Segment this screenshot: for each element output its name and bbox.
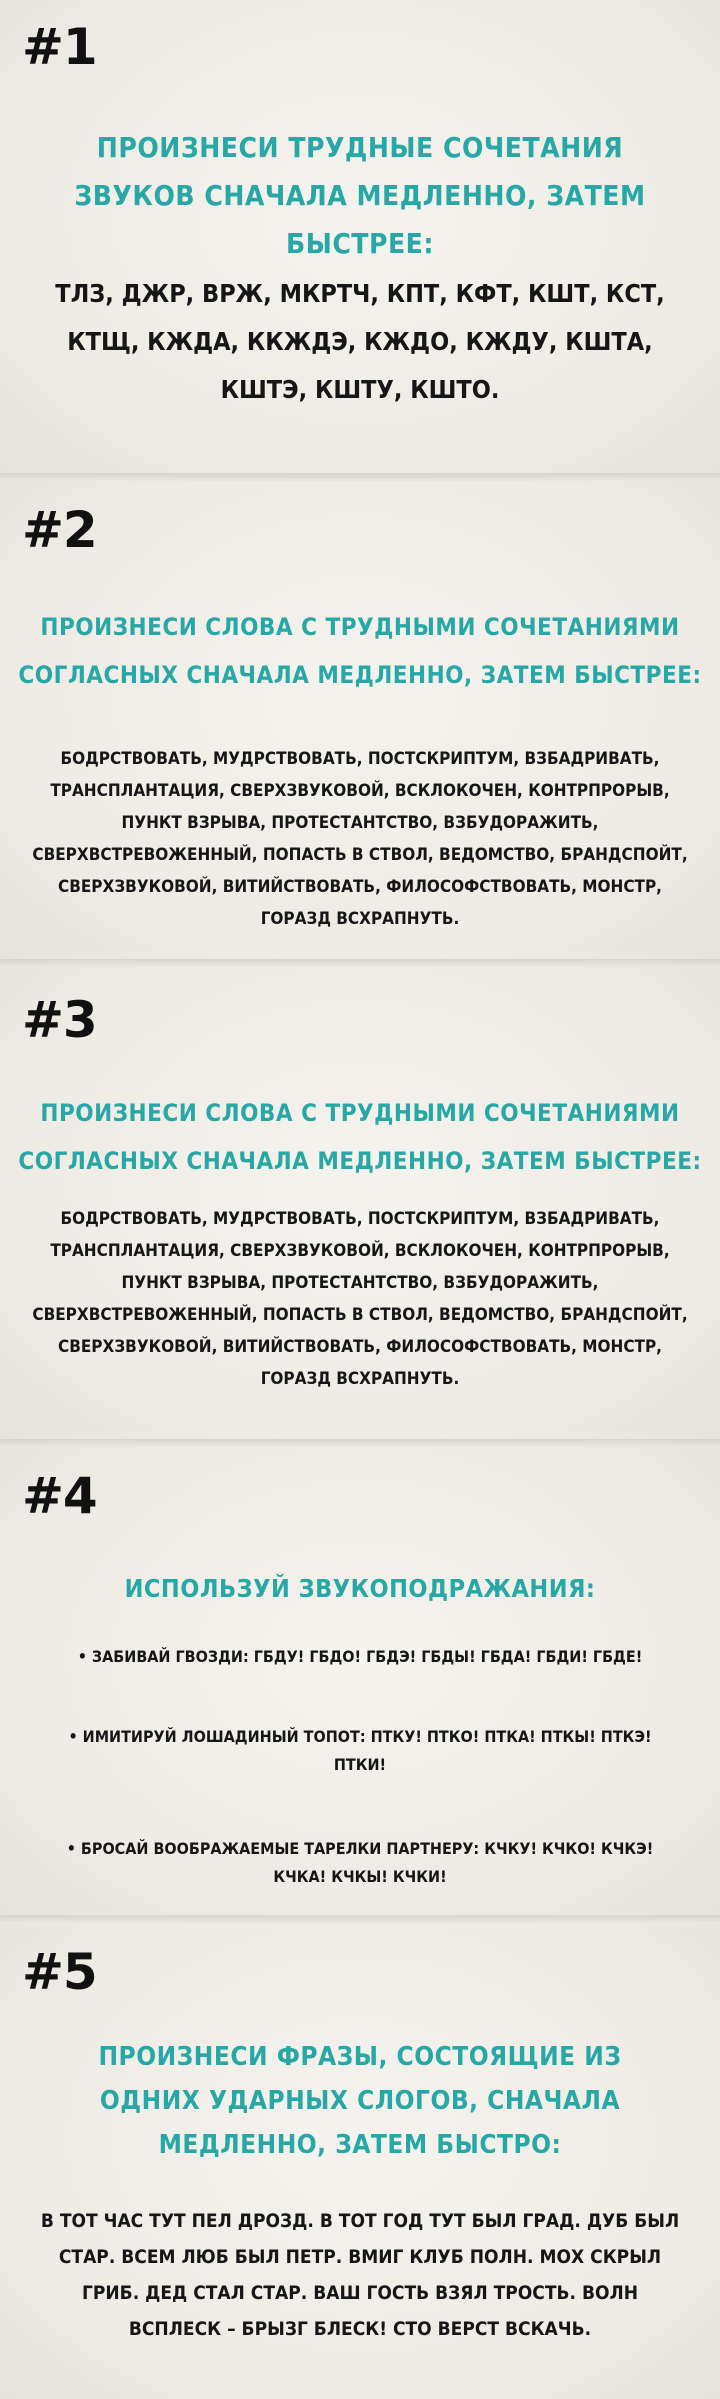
- section-1: [0, 0, 720, 473]
- section-body: БОДРСТВОВАТЬ, МУДРСТВОВАТЬ, ПОСТСКРИПТУМ, ВЗБАДРИВАТЬ, ТРАНСПЛАНТАЦИЯ, СВЕРХЗВУКОВОЙ, ВСКЛОКОЧЕН, КОНТРПРОРЫВ, ПУНКТ ВЗРЫВА, ПРОТЕСТАНТСТВО, ВЗБУДОРАЖИТЬ, СВЕРХВСТРЕВОЖЕННЫЙ, ПОПАСТЬ В СТВОЛ, ВЕДОМСТВО, БРАНДСПОЙТ, СВЕРХЗВУКОВОЙ, ВИТИЙСТВОВАТЬ, ФИЛОСОФСТВОВАТЬ, МОНСТР, ГОРАЗД ВСХРАПНУТЬ.: [32, 749, 688, 929]
- section-number: #2: [22, 501, 97, 559]
- section-divider: [0, 1915, 720, 1923]
- section-heading: ИСПОЛЬЗУЙ ЗВУКОПОДРАЖАНИЯ:: [124, 1574, 596, 1603]
- section-number: #4: [22, 1467, 97, 1525]
- section-2: [0, 481, 720, 959]
- section-divider: [0, 959, 720, 967]
- section-body: В ТОТ ЧАС ТУТ ПЕЛ ДРОЗД. В ТОТ ГОД ТУТ БЫЛ ГРАД. ДУБ БЫЛ СТАР. ВСЕМ ЛЮБ БЫЛ ПЕТР. ВМИГ КЛУБ ПОЛН. МОХ СКРЫЛ ГРИБ. ДЕД СТАЛ СТАР. ВАШ ГОСТЬ ВЗЯЛ ТРОСТЬ. ВОЛН ВСПЛЕСК – БРЫЗГ БЛЕСК! СТО ВЕРСТ ВСКАЧЬ.: [40, 2210, 680, 2340]
- section-number: #1: [22, 18, 97, 76]
- section-heading: ПРОИЗНЕСИ ФРАЗЫ, СОСТОЯЩИЕ ИЗ ОДНИХ УДАРНЫХ СЛОГОВ, СНАЧАЛА МЕДЛЕННО, ЗАТЕМ БЫСТРО:: [98, 2042, 622, 2160]
- section-heading: ПРОИЗНЕСИ ТРУДНЫЕ СОЧЕТАНИЯ ЗВУКОВ СНАЧАЛА МЕДЛЕННО, ЗАТЕМ БЫСТРЕЕ:: [74, 131, 646, 260]
- section-body: ТЛЗ, ДЖР, ВРЖ, МКРТЧ, КПТ, КФТ, КШТ, КСТ, КТЩ, КЖДА, ККЖДЭ, КЖДО, КЖДУ, КШТА, КШТЭ, КШТУ, КШТО.: [55, 279, 665, 404]
- section-3: [0, 967, 720, 1439]
- section-number: #5: [22, 1943, 97, 2001]
- section-number: #3: [22, 991, 97, 1049]
- section-heading: ПРОИЗНЕСИ СЛОВА С ТРУДНЫМИ СОЧЕТАНИЯМИ СОГЛАСНЫХ СНАЧАЛА МЕДЛЕННО, ЗАТЕМ БЫСТРЕЕ:: [18, 1099, 702, 1175]
- list-item: • ЗАБИВАЙ ГВОЗДИ: ГБДУ! ГБДО! ГБДЭ! ГБДЫ! ГБДА! ГБДИ! ГБДЕ!: [77, 1647, 643, 1666]
- section-body: БОДРСТВОВАТЬ, МУДРСТВОВАТЬ, ПОСТСКРИПТУМ, ВЗБАДРИВАТЬ, ТРАНСПЛАНТАЦИЯ, СВЕРХЗВУКОВОЙ, ВСКЛОКОЧЕН, КОНТРПРОРЫВ, ПУНКТ ВЗРЫВА, ПРОТЕСТАНТСТВО, ВЗБУДОРАЖИТЬ, СВЕРХВСТРЕВОЖЕННЫЙ, ПОПАСТЬ В СТВОЛ, ВЕДОМСТВО, БРАНДСПОЙТ, СВЕРХЗВУКОВОЙ, ВИТИЙСТВОВАТЬ, ФИЛОСОФСТВОВАТЬ, МОНСТР, ГОРАЗД ВСХРАПНУТЬ.: [32, 1209, 688, 1389]
- list-item: • БРОСАЙ ВООБРАЖАЕМЫЕ ТАРЕЛКИ ПАРТНЕРУ: КЧКУ! КЧКО! КЧКЭ! КЧКА! КЧКЫ! КЧКИ!: [66, 1839, 654, 1886]
- section-4: [0, 1447, 720, 1915]
- section-5: [0, 1923, 720, 2399]
- section-divider: [0, 473, 720, 481]
- list-item: • ИМИТИРУЙ ЛОШАДИНЫЙ ТОПОТ: ПТКУ! ПТКО! ПТКА! ПТКЫ! ПТКЭ! ПТКИ!: [68, 1727, 652, 1774]
- section-heading: ПРОИЗНЕСИ СЛОВА С ТРУДНЫМИ СОЧЕТАНИЯМИ СОГЛАСНЫХ СНАЧАЛА МЕДЛЕННО, ЗАТЕМ БЫСТРЕЕ:: [18, 613, 702, 689]
- section-divider: [0, 1439, 720, 1447]
